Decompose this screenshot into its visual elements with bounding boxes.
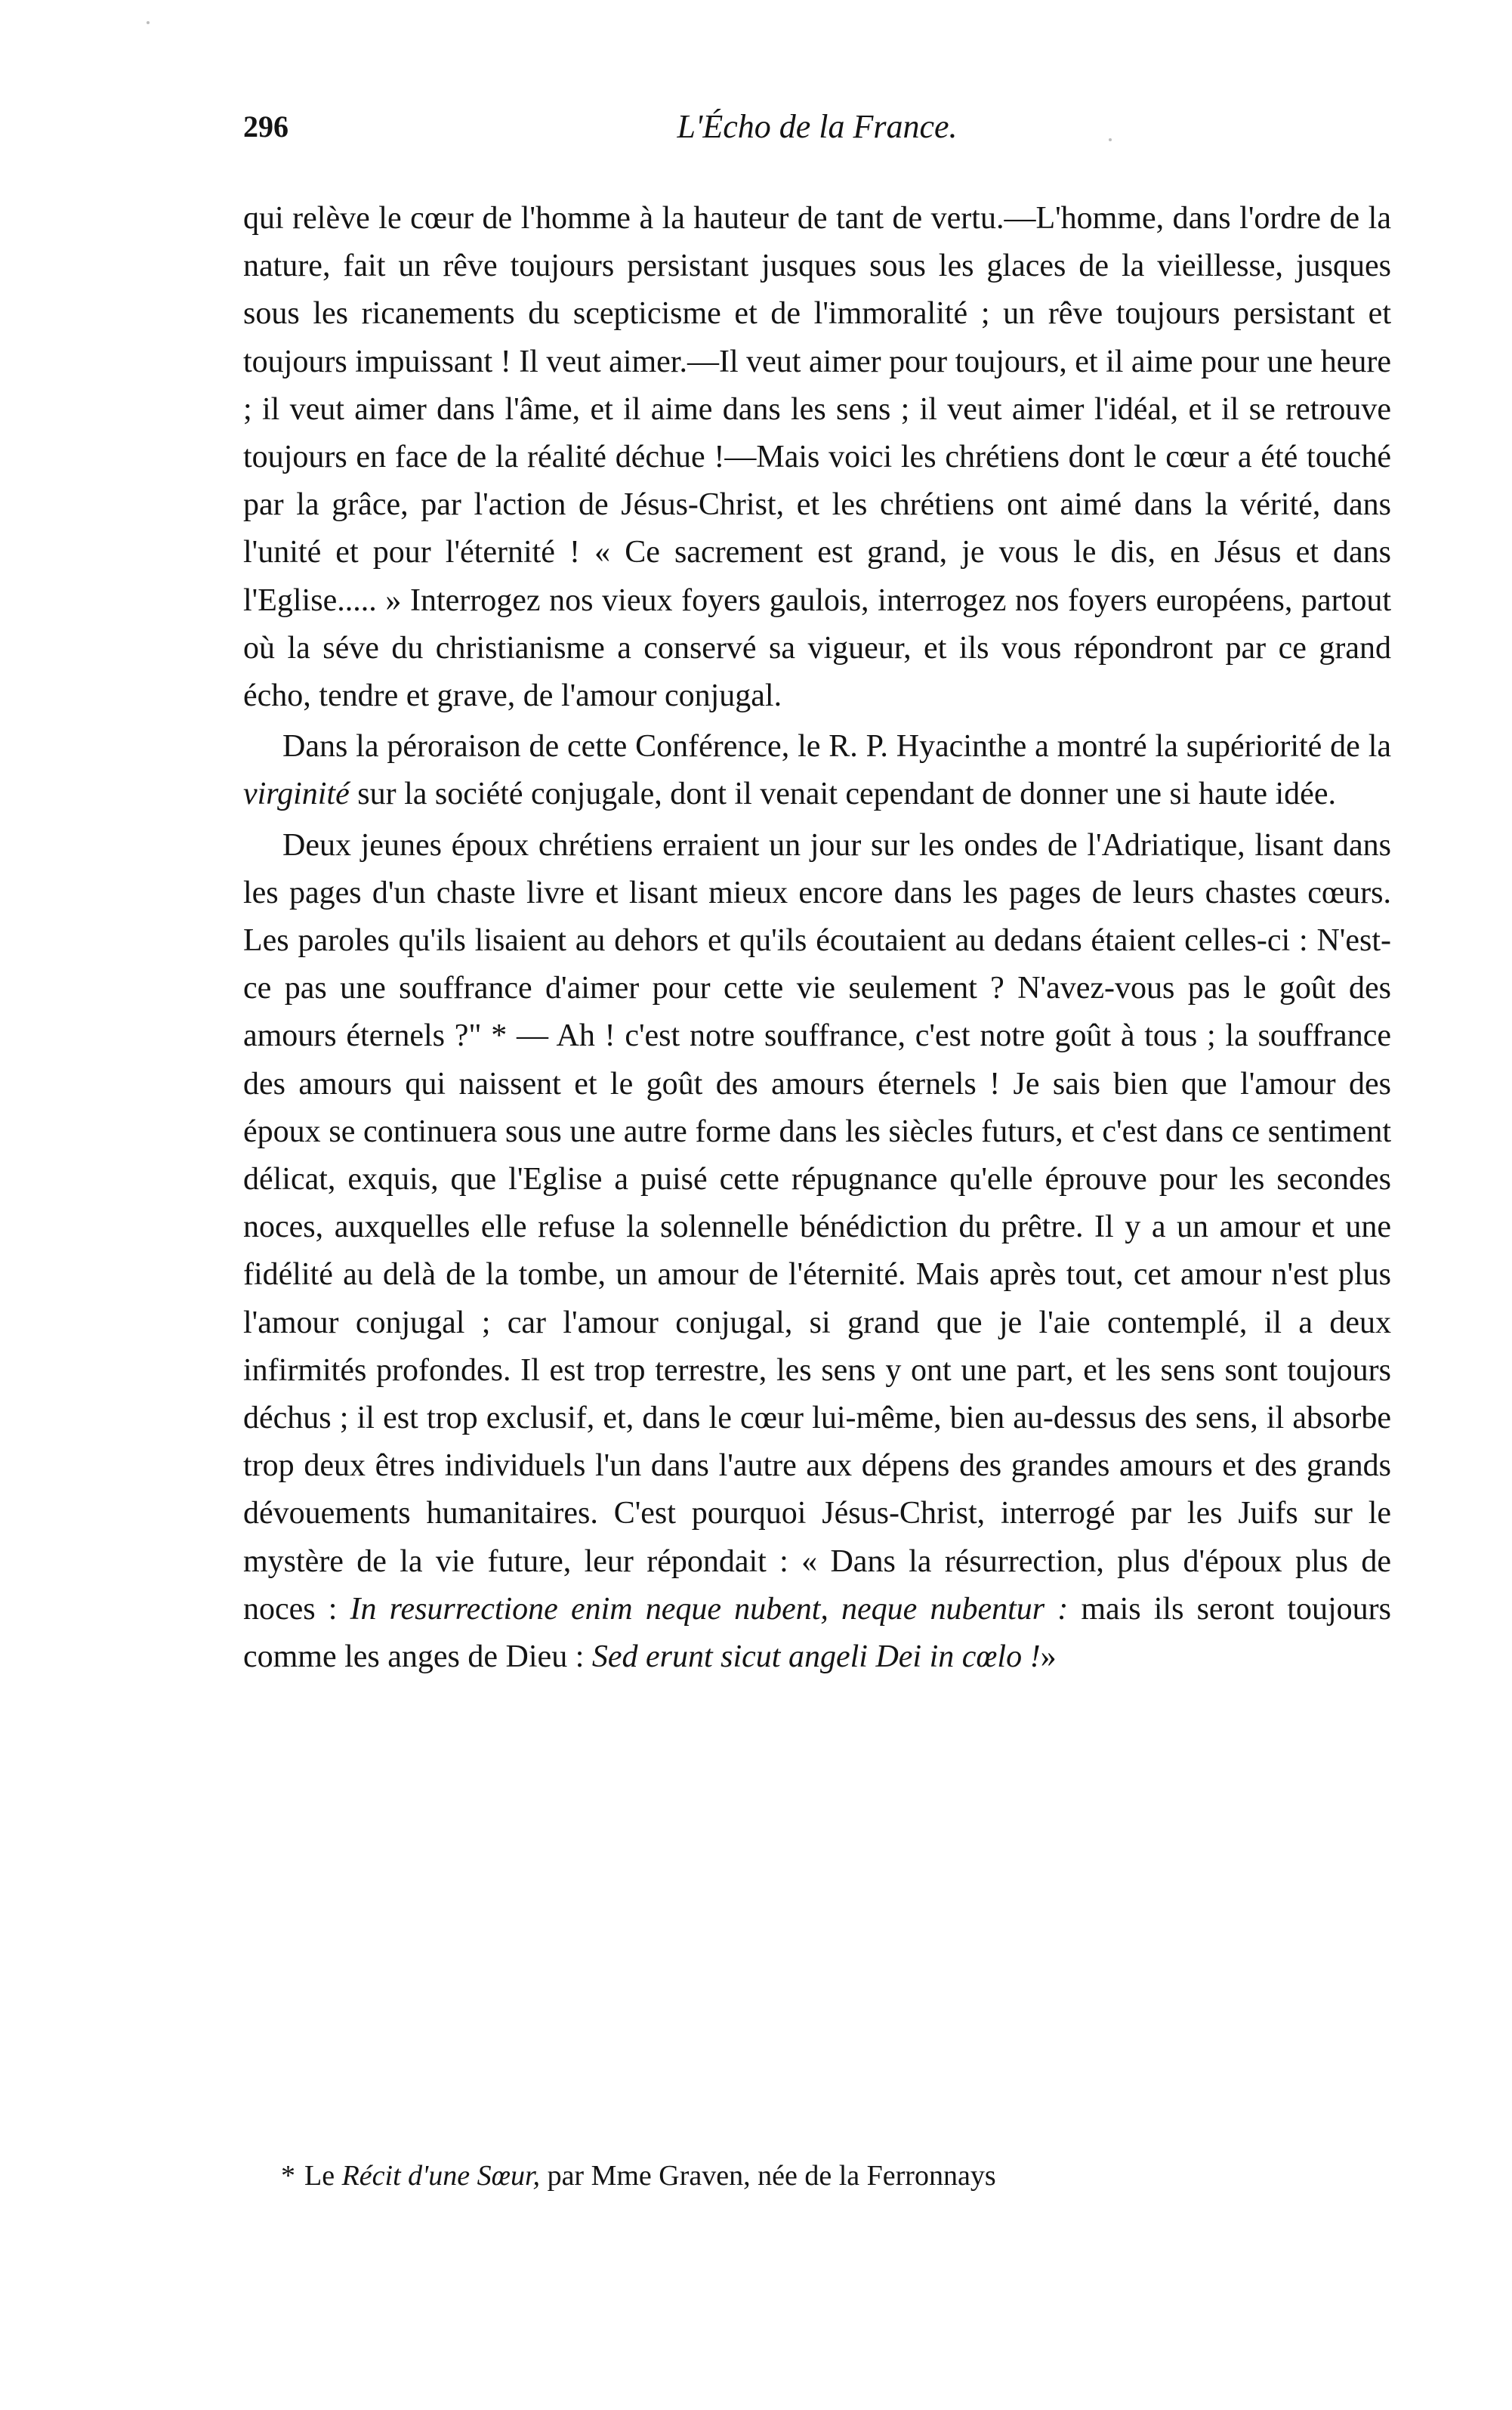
- scan-speck: [147, 21, 150, 24]
- footnote-mark: *: [281, 2160, 295, 2192]
- footnote-title: Récit d'une Sœur,: [341, 2160, 541, 2192]
- paragraph-2-text-b: sur la société conjugale, dont il venait cependant de donner une si haute idée.: [349, 777, 1336, 812]
- paragraph-3-text-d: »: [1040, 1639, 1057, 1675]
- body-text: [243, 195, 1391, 1684]
- page-number: 296: [243, 110, 289, 144]
- running-header: [243, 104, 1391, 150]
- paragraph-3: [243, 822, 1391, 1682]
- paragraph-3-text-a: Deux jeunes époux chrétiens erraient un jour sur les ondes de l'Adriatique, lisant dans les pages d'un chaste livre et lisant mieux encore dans les pages de leurs chastes cœurs. Les paroles qu'ils lisaient au dehors et qu'ils écoutaient au dedans étaient celles-ci : N'est-ce pas une souffrance d'aimer pour cette vie seulement ? N'avez-vous pas le goût des amours éternels ?": [243, 827, 1391, 1054]
- paragraph-2-text-a: Dans la péroraison de cette Conférence, le R. P. Hyacinthe a montré la supériorité de la: [282, 729, 1391, 765]
- latin-quote-1: In resurrectione enim neque nubent, neque nubentur :: [350, 1591, 1069, 1627]
- emphasis-virginite: virginité: [243, 777, 350, 812]
- paragraph-3-text-b: — Ah ! c'est notre souffrance, c'est notre goût à tous ; la souffrance des amours qui naissent et le goût des amours éternels ! Je sais bien que l'amour des époux se continuera sous une autre forme dans les siècles futurs, et c'est dans ce sentiment délicat, exquis, que l'Eglise a puisé cette répugnance qu'elle éprouve pour les secondes noces, auxquelles elle refuse la solennelle bénédiction du prêtre. Il y a un amour et une fidélité au delà de la tombe, un amour de l'éternité. Mais après tout, cet amour n'est plus l'amour conjugal ; car l'amour conjugal, si grand que je l'aie contemplé, il a deux infirmités profondes. Il est trop terrestre, les sens y ont une part, et les sens sont toujours déchus ; il est trop exclusif, et, dans le cœur lui-même, bien au-dessus des sens, il absorbe trop deux êtres individuels l'un dans l'autre aux dépens des grandes amours et des grands dévouements humanitaires. C'est pourquoi Jésus-Christ, interrogé par les Juifs sur le mystère de la vie future, leur répondait : « Dans la résurrection, plus d'époux plus de noces :: [243, 1018, 1391, 1627]
- footnote: [281, 2155, 1376, 2197]
- paragraph-1: qui relève le cœur de l'homme à la hauteur de tant de vertu.—L'homme, dans l'ordre de la nature, fait un rêve toujours persistant jusques sous les glaces de la vieillesse, jusques sous les ricanements du scepticisme et de l'immoralité ; un rêve toujours persistant et toujours impuissant ! Il veut aimer.—Il veut aimer pour toujours, et il aime pour une heure ; il veut aimer dans l'âme, et il aime dans les sens ; il veut aimer l'idéal, et il se retrouve toujours en face de la réalité déchue !—Mais voici les chrétiens dont le cœur a été touché par la grâce, par l'action de Jésus-Christ, et les chrétiens ont aimé dans la vérité, dans l'unité et pour l'éternité ! « Ce sacrement est grand, je vous le dis, en Jésus et dans l'Eglise..... » Interrogez nos vieux foyers gaulois, interrogez nos foyers européens, partout où la séve du christianisme a conservé sa vigueur, et ils vous répondront par ce grand écho, tendre et grave, de l'amour conjugal.: [243, 201, 1391, 714]
- footnote-prefix: Le: [304, 2160, 342, 2192]
- footnote-marker: *: [491, 1018, 508, 1054]
- footnote-author: par Mme Graven, née de la Ferronnays: [540, 2160, 996, 2192]
- paragraph-3-text-c: mais ils seront toujours comme les anges de Dieu :: [243, 1591, 1392, 1675]
- paragraph-2: [243, 723, 1391, 818]
- latin-quote-2: Sed erunt sicut angeli Dei in cœlo !: [591, 1639, 1041, 1675]
- running-title: L'Écho de la France.: [677, 108, 958, 145]
